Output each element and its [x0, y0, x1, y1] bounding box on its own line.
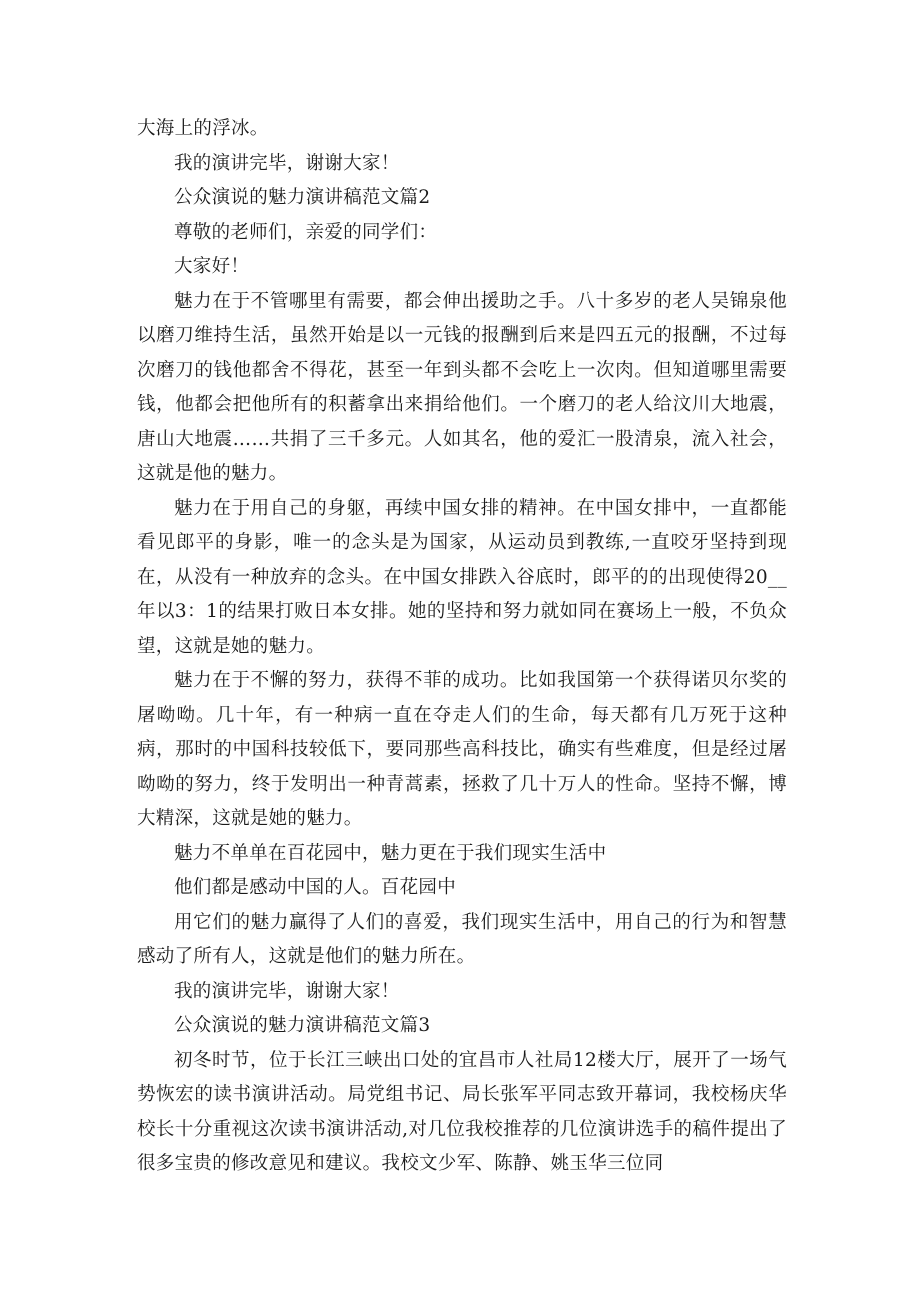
paragraph-body: 初冬时节，位于长江三峡出口处的宜昌市人社局12楼大厅，展开了一场气势恢宏的读书演讲活动。局党组书记、局长张军平同志致开幕词，我校杨庆华校长十分重视这次读书演讲活动,对几位我校推荐的几位演讲选手的稿件提出了很多宝贵的修改意见和建议。我校文少军、陈静、姚玉华三位同: [137, 1049, 787, 1174]
paragraph-continuation: 大海上的浮冰。: [137, 118, 269, 139]
paragraph-body: 魅力不单单在百花园中，魅力更在于我们现实生活中: [174, 842, 607, 864]
document-body: [137, 112, 787, 1182]
paragraph-body: 魅力在于用自己的身躯，再续中国女排的精神。在中国女排中，一直都能看见郎平的身影，唯一的念头是为国家，从运动员到教练,一直咬牙坚持到现在，从没有一种放弃的念头。在中国女排跌入谷底时，郎平的的出现使得20__年以3：1的结果打败日本女排。她的坚持和努力就如同在赛场上一般，不负众望，这就是她的魅力。: [137, 497, 787, 657]
paragraph-body: 用它们的魅力赢得了人们的喜爱，我们现实生活中，用自己的行为和智慧感动了所有人，这就是他们的魅力所在。: [137, 911, 787, 967]
paragraph-body: 他们都是感动中国的人。百花园中: [174, 877, 457, 898]
paragraph-body: 魅力在于不懈的努力，获得不菲的成功。比如我国第一个获得诺贝尔奖的屠呦呦。几十年，有一种病一直在夺走人们的生命，每天都有几万死于这种病，那时的中国科技较低下，要同那些高科技比，确实有些难度，但是经过屠呦呦的努力，终于发明出一种青蒿素，拯救了几十万人的性命。坚持不懈，博大精深，这就是她的魅力。: [137, 670, 787, 829]
paragraph-salutation: 尊敬的老师们，亲爱的同学们：: [174, 221, 438, 243]
paragraph-greeting: 大家好！: [174, 256, 250, 277]
paragraph-closing: 我的演讲完毕，谢谢大家！: [174, 152, 400, 174]
section-heading-3: 公众演说的魅力演讲稿范文篇3: [174, 1015, 431, 1036]
paragraph-closing: 我的演讲完毕，谢谢大家！: [174, 980, 400, 1002]
paragraph-body: 魅力在于不管哪里有需要，都会伸出援助之手。八十多岁的老人吴锦泉他以磨刀维持生活，虽然开始是以一元钱的报酬到后来是四五元的报酬，不过每次磨刀的钱他都舍不得花，甚至一年到头都不会吃上一次肉。但知道哪里需要钱，他都会把他所有的积蓄拿出来捐给他们。一个磨刀的老人给汶川大地震，唐山大地震……共捐了三千多元。人如其名，他的爱汇一股清泉，流入社会，这就是他的魅力。: [137, 290, 787, 484]
section-heading-2: 公众演说的魅力演讲稿范文篇2: [174, 187, 431, 208]
